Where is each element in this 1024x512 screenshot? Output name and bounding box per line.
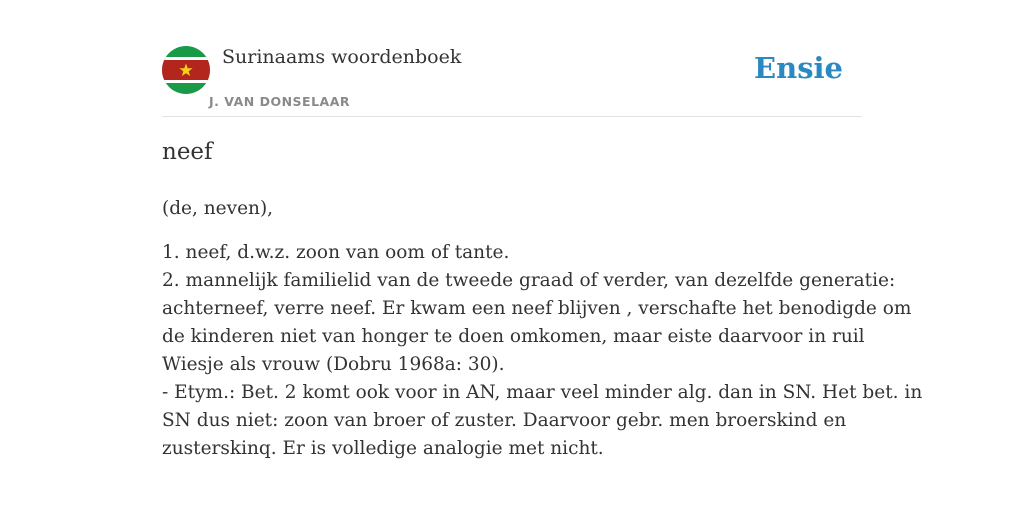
ensie-logo-link[interactable]: Ensie bbox=[754, 51, 843, 85]
definition-line: SN dus niet: zoon van broer of zuster. Daarvoor gebr. men broerskind en bbox=[162, 410, 847, 431]
definition-line: zusterskinq. Er is volledige analogie met nicht. bbox=[162, 438, 604, 459]
entry-headword: neef bbox=[162, 139, 213, 165]
definition-line: 2. mannelijk familielid van de tweede graad of verder, van dezelfde generatie: bbox=[162, 270, 896, 291]
definition-line: Wiesje als vrouw (Dobru 1968a: 30). bbox=[162, 354, 505, 375]
suriname-flag-icon bbox=[162, 46, 210, 94]
entry-definition bbox=[162, 239, 923, 463]
dictionary-author: J. VAN DONSELAAR bbox=[209, 94, 351, 109]
dictionary-header bbox=[162, 46, 862, 117]
dictionary-title-link[interactable]: Surinaams woordenboek bbox=[222, 46, 462, 68]
definition-line: - Etym.: Bet. 2 komt ook voor in AN, maar veel minder alg. dan in SN. Het bet. in bbox=[162, 382, 923, 403]
definition-line: 1. neef, d.w.z. zoon van oom of tante. bbox=[162, 242, 510, 263]
definition-line: de kinderen niet van honger te doen omkomen, maar eiste daarvoor in ruil bbox=[162, 326, 865, 347]
definition-line: achterneef, verre neef. Er kwam een neef blijven , verschafte het benodigde om bbox=[162, 298, 912, 319]
entry-grammar: (de, neven), bbox=[162, 198, 274, 219]
